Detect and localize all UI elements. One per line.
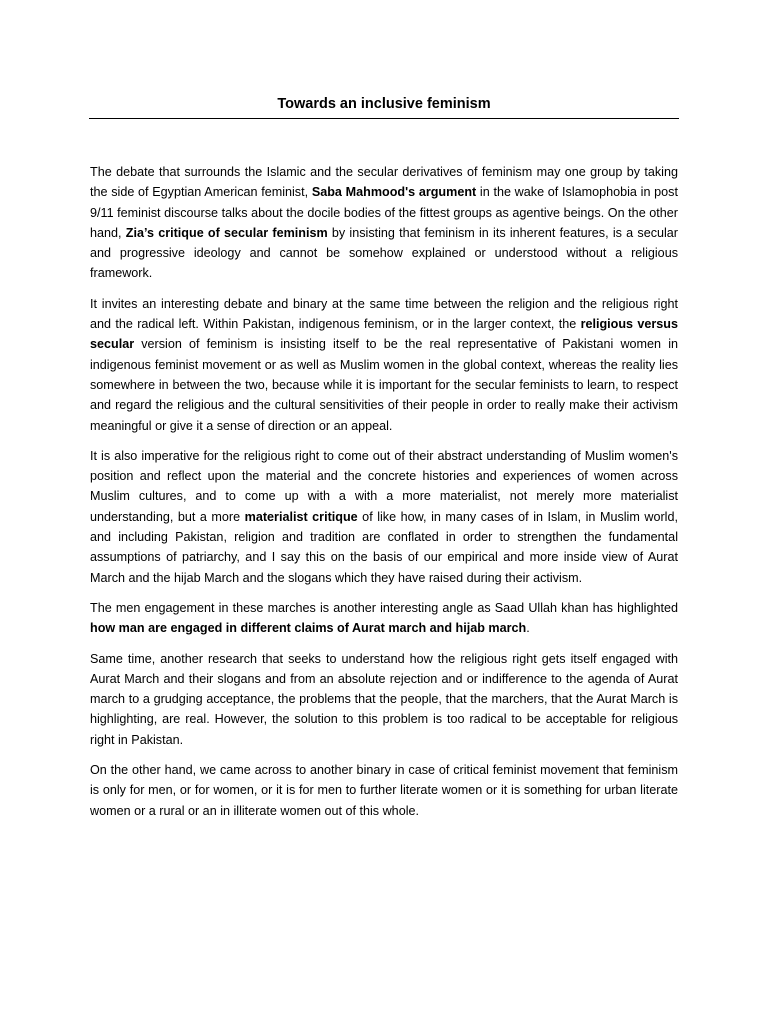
bold-phrase: how man are engaged in different claims of Aurat march and hijab march — [90, 621, 527, 636]
text-run: Same time, another research that seeks to understand how the religious right gets itself engaged with Aurat March and their slogans and from an absolute rejection and or indifference to the agenda of Aurat march to a grudging acceptance, the problems that the people, that the marchers, that the Aurat March is highlighting, are real. However, the solution to this problem is too radical to be acceptable for religious right in Pakistan. — [90, 651, 678, 747]
paragraph — [90, 760, 678, 821]
paragraph — [90, 649, 678, 750]
text-run: The men engagement in these marches is another interesting angle as Saad Ullah khan has highlighted — [90, 600, 678, 615]
text-run: It is also imperative for the religious right to come out of their abstract understanding of Muslim women's position and reflect upon the material and the concrete histories and experiences of women across Muslim cultures, and to come up with a with a more materialist, not merely more materialist understanding, but a more — [90, 448, 678, 524]
text-run: in the wake of Islamophobia in post 9/11 feminist discourse talks about the docile bodies of the fittest groups as agentive beings. On the other hand, — [90, 185, 678, 240]
text-run: On the other hand, we came across to another binary in case of critical feminist movement that feminism is only for men, or for women, or it is for men to further literate women or it is something for urban literate women or a rural or an in illiterate women out of this whole. — [90, 763, 678, 818]
text-run: The debate that surrounds the Islamic and the secular derivatives of feminism may one group by taking the side of Egyptian American feminist, — [90, 165, 678, 200]
bold-phrase: religious versus secular — [90, 317, 678, 352]
text-run: version of feminism is insisting itself to be the real representative of Pakistani women in indigenous feminist movement or as well as Muslim women in the global context, whereas the reality lies somewhere in between the two, because while it is important for the secular feminists to learn, to respect and regard the religious and the cultural sensitivities of their people in order to really make their activism meaningful or give it a sense of direction or an appeal. — [90, 337, 678, 433]
bold-phrase: materialist critique — [244, 509, 358, 524]
text-run: of like how, in many cases of in Islam, in Muslim world, and including Pakistan, religion and tradition are conflated in order to strengthen the fundamental assumptions of patriarchy, and I say this on the basis of our empirical and more inside view of Aurat March and the hijab March and the slogans which they have raised during their activism. — [90, 509, 678, 585]
text-run: It invites an interesting debate and binary at the same time between the religion and the religious right and the radical left. Within Pakistan, indigenous feminism, or in the larger context, the — [90, 296, 678, 332]
text-run: . — [526, 621, 530, 636]
bold-phrase: Saba Mahmood's argument — [311, 185, 477, 200]
text-run: by insisting that feminism in its inherent features, is a secular and progressive ideology and cannot be somehow explained or understood without a religious framework. — [90, 225, 678, 281]
document-body — [90, 162, 678, 831]
paragraph — [90, 162, 678, 284]
bold-phrase: Zia’s critique of secular feminism — [125, 225, 328, 240]
title-block — [89, 93, 679, 119]
paragraph — [90, 294, 678, 436]
page-title: Towards an inclusive feminism — [277, 96, 491, 112]
paragraph — [90, 446, 678, 588]
paragraph — [90, 598, 678, 639]
